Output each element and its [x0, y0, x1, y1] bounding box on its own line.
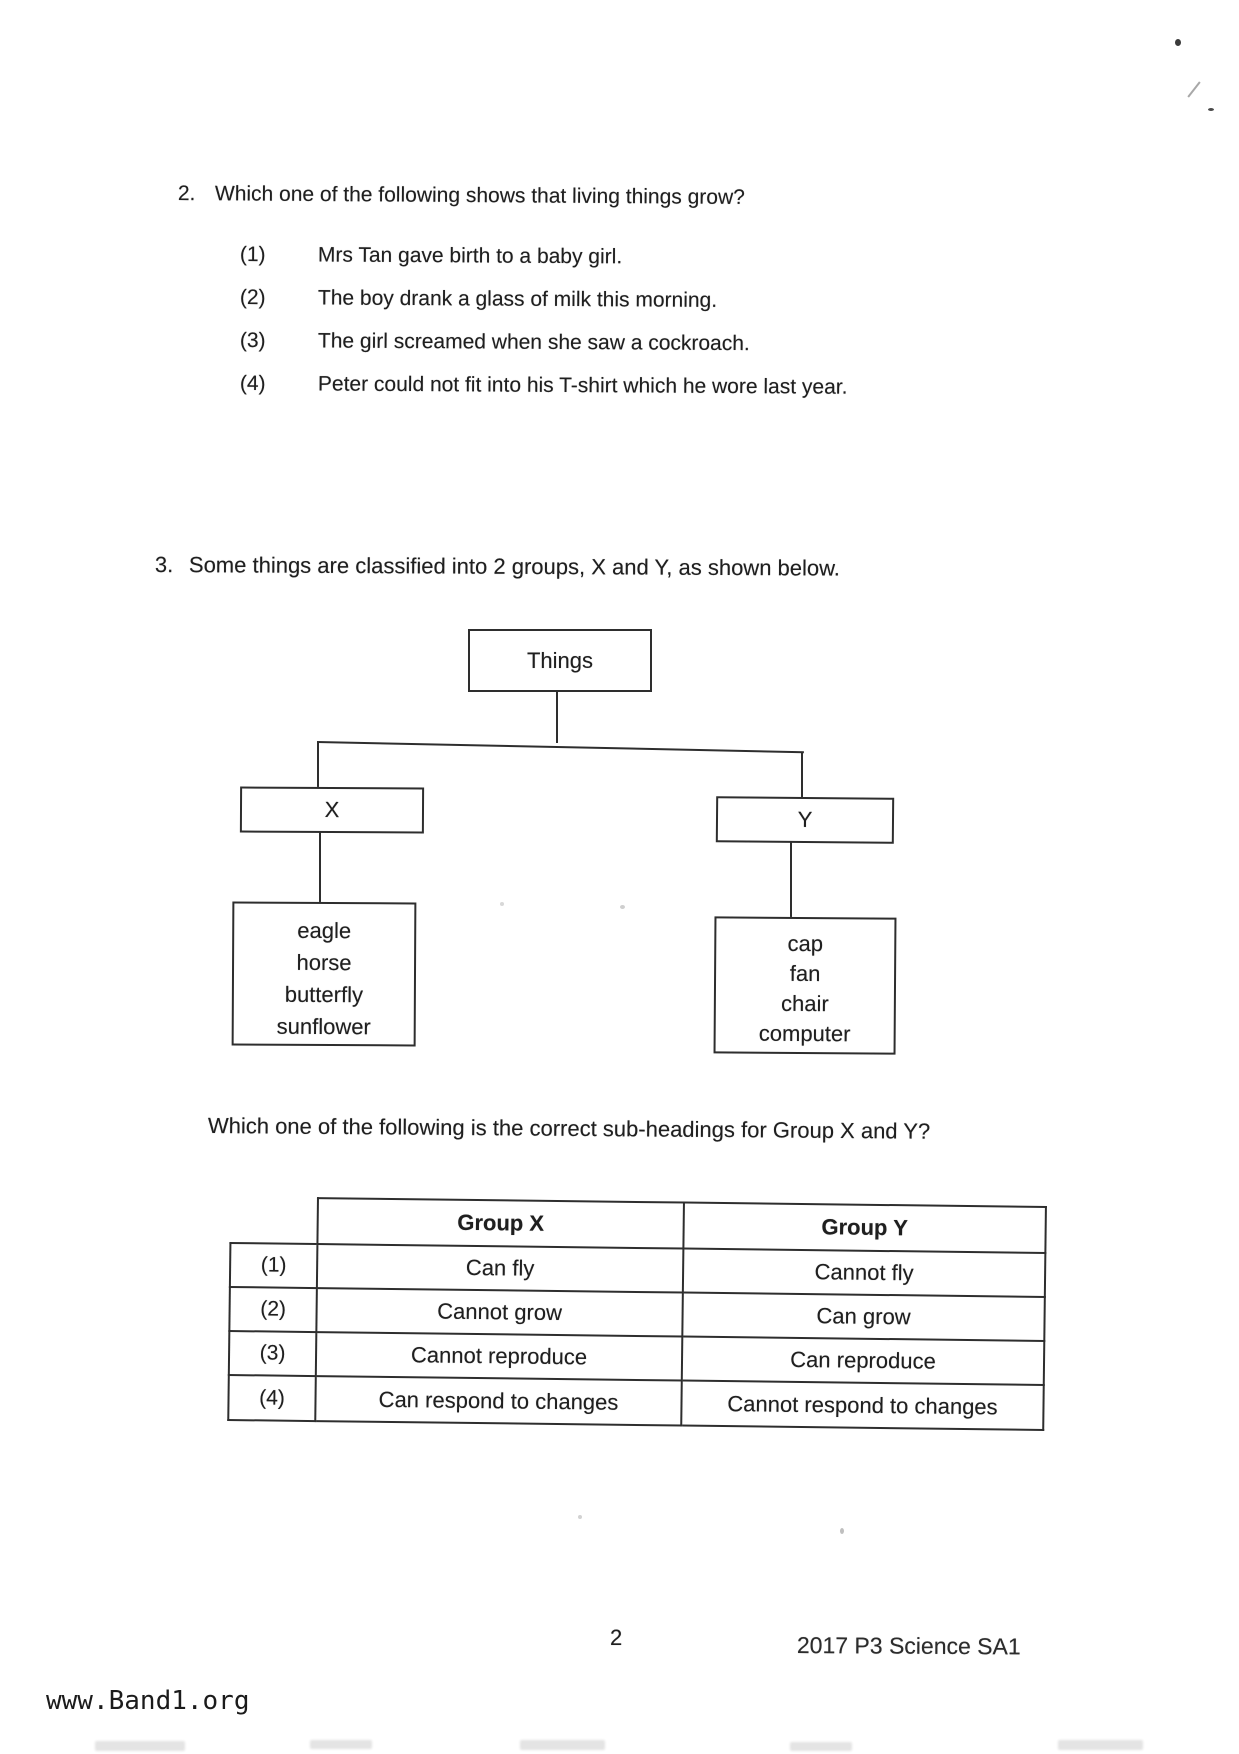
header-empty-cell — [230, 1197, 318, 1244]
connector-root-drop — [556, 690, 558, 743]
row-2-number: (2) — [229, 1287, 317, 1332]
scan-smudge — [790, 1742, 852, 1751]
row-4-group-y: Cannot respond to changes — [681, 1381, 1044, 1430]
row-3-group-x: Cannot reproduce — [316, 1332, 683, 1380]
question-3-number: 3. — [154, 552, 174, 578]
diagram-root-label: Things — [526, 647, 594, 673]
option-2-number: (2) — [239, 286, 266, 310]
row-3-group-y: Can reproduce — [682, 1337, 1045, 1385]
group-y-item-2: fan — [789, 960, 821, 987]
group-y-box — [716, 796, 894, 844]
diagram-root-box — [468, 629, 652, 692]
group-x-items-box — [232, 902, 417, 1047]
option-4-number: (4) — [239, 372, 266, 396]
question-3 — [155, 552, 840, 582]
option-1-text: Mrs Tan gave birth to a baby girl. — [317, 243, 623, 269]
question-2 — [178, 182, 745, 210]
scan-speck — [500, 902, 504, 906]
scan-smudge — [95, 1741, 185, 1751]
group-x-item-2: horse — [296, 949, 352, 976]
row-1-number: (1) — [230, 1243, 318, 1288]
option-3 — [240, 329, 1020, 358]
connector-right-drop — [801, 752, 803, 799]
scan-scratch — [1187, 81, 1200, 97]
option-1-number: (1) — [239, 243, 266, 267]
group-x-item-3: butterfly — [284, 981, 364, 1008]
row-2-group-x: Cannot grow — [316, 1288, 683, 1336]
question-3-text: Some things are classified into 2 groups, X and Y, as shown below. — [188, 552, 841, 581]
header-group-x: Group X — [317, 1198, 684, 1248]
page-number: 2 — [610, 1625, 623, 1650]
scan-smudge — [310, 1740, 372, 1749]
scan-speck — [620, 905, 625, 909]
row-3-number: (3) — [229, 1331, 317, 1376]
option-4 — [240, 372, 1020, 401]
scan-speck — [1208, 108, 1214, 111]
question-2-options — [240, 243, 1020, 415]
question-2-number: 2. — [177, 182, 196, 206]
scan-smudge — [520, 1740, 605, 1750]
option-4-text: Peter could not fit into his T-shirt which he wore last year. — [317, 372, 848, 399]
option-2 — [240, 286, 1020, 315]
row-2-group-y: Can grow — [682, 1293, 1045, 1341]
group-y-items-box — [714, 916, 897, 1054]
group-y-item-3: chair — [780, 990, 829, 1017]
group-x-label: X — [324, 796, 340, 823]
connector-left-drop — [317, 742, 319, 788]
group-x-item-1: eagle — [297, 917, 352, 944]
scan-speck — [578, 1515, 582, 1519]
scan-smudge — [1058, 1740, 1143, 1750]
option-3-number: (3) — [239, 329, 266, 353]
connector-horizontal — [317, 741, 804, 753]
row-4-group-x: Can respond to changes — [315, 1376, 682, 1425]
watermark-url: www.Band1.org — [46, 1686, 250, 1716]
option-2-text: The boy drank a glass of milk this morning. — [317, 286, 718, 312]
header-group-y: Group Y — [683, 1203, 1046, 1253]
connector-y-leaf — [790, 841, 792, 917]
answer-table — [227, 1196, 1047, 1431]
question-2-text: Which one of the following shows that living things grow? — [214, 182, 745, 209]
sub-question-text: Which one of the following is the correct sub-headings for Group X and Y? — [207, 1113, 931, 1144]
table-row — [228, 1375, 1043, 1430]
group-y-label: Y — [797, 806, 813, 833]
scan-speck — [1175, 39, 1181, 46]
group-x-item-4: sunflower — [276, 1013, 371, 1040]
group-x-box — [240, 787, 424, 834]
group-y-item-4: computer — [758, 1020, 851, 1047]
option-3-text: The girl screamed when she saw a cockroach. — [317, 329, 750, 356]
row-1-group-x: Can fly — [317, 1244, 684, 1292]
row-1-group-y: Cannot fly — [683, 1249, 1046, 1297]
row-4-number: (4) — [228, 1375, 316, 1421]
group-y-item-1: cap — [787, 930, 824, 957]
doc-label: 2017 P3 Science SA1 — [796, 1632, 1021, 1660]
scan-speck — [840, 1528, 844, 1534]
connector-x-leaf — [319, 831, 321, 902]
option-1 — [240, 243, 1020, 272]
